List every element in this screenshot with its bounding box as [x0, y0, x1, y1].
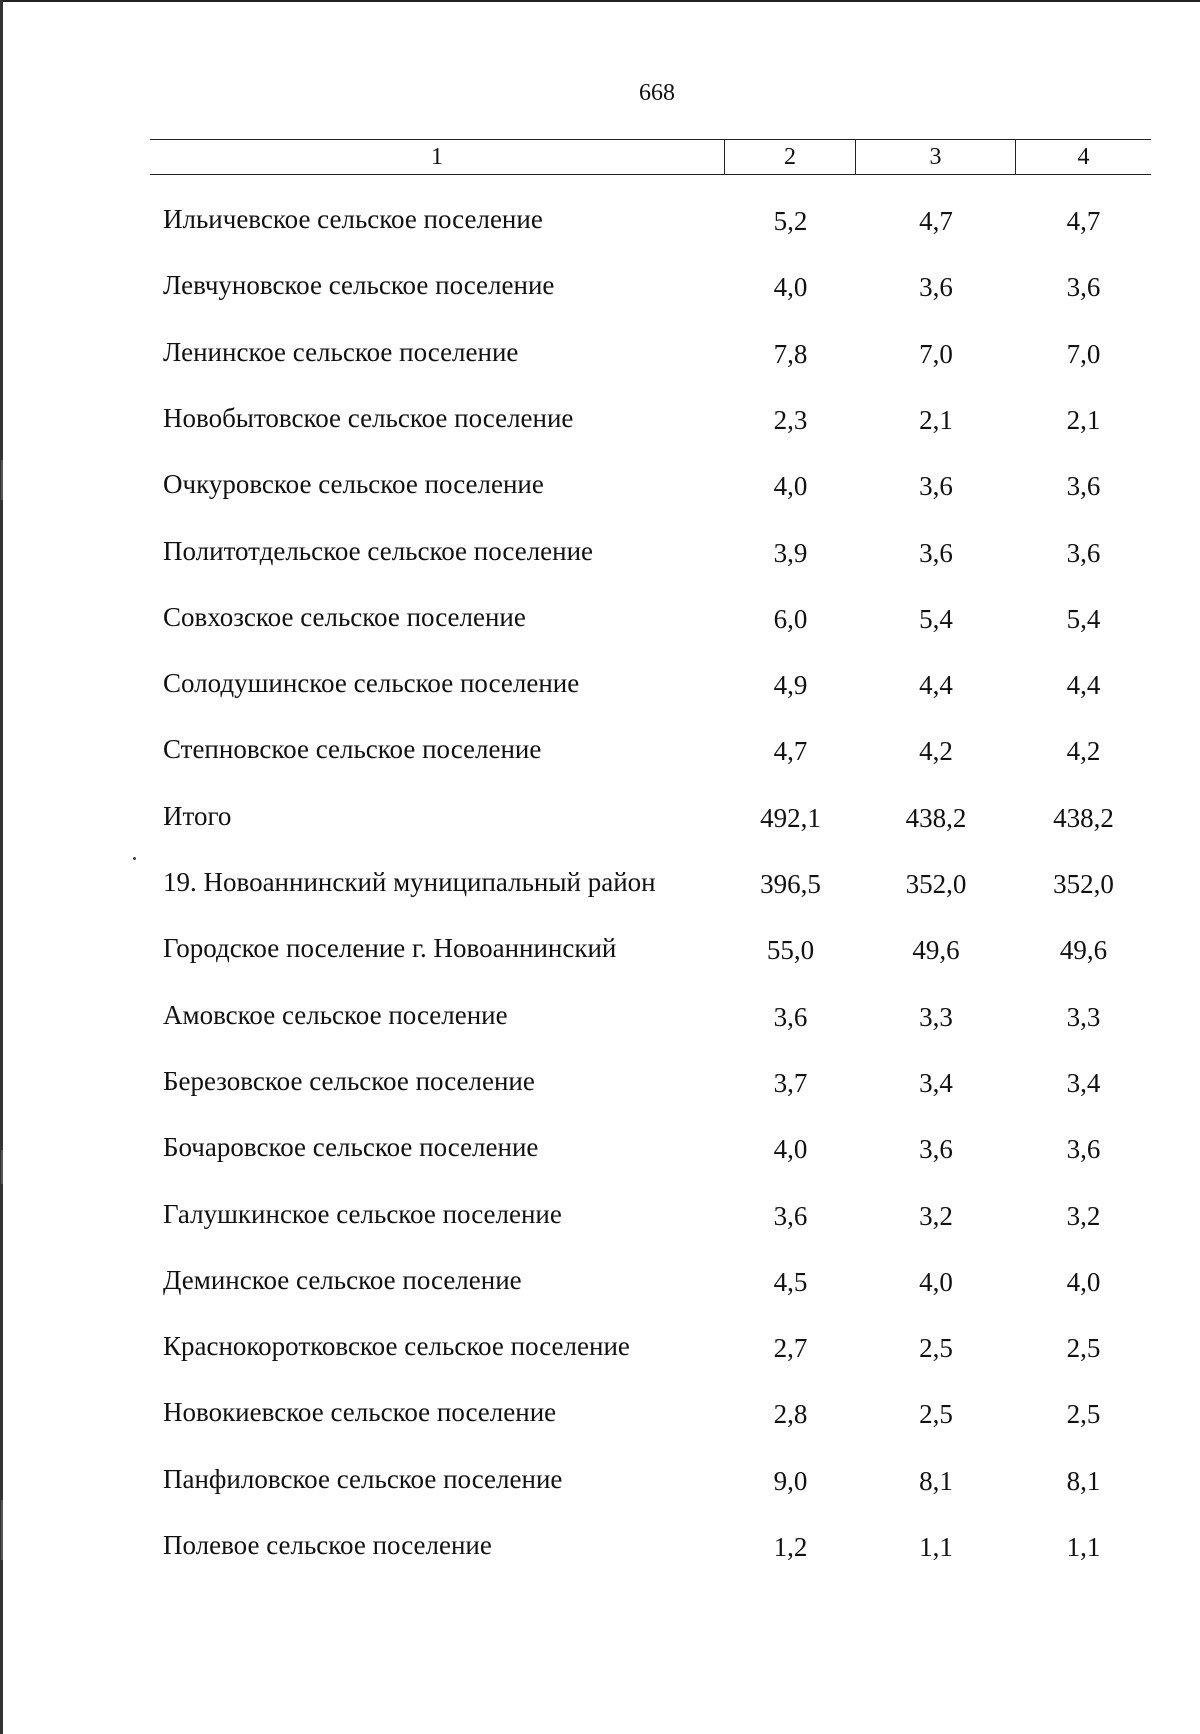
row-name: Новобытовское сельское поселение: [163, 403, 574, 433]
table-row: [0, 933, 1200, 999]
table-row: [0, 337, 1200, 403]
row-name: Амовское сельское поселение: [163, 1000, 508, 1030]
row-name: Деминское сельское поселение: [163, 1265, 522, 1295]
row-value-col3: 4,2: [919, 736, 953, 766]
row-value-col2: 2,7: [773, 1333, 808, 1363]
row-value-col4: 352,0: [1053, 869, 1114, 899]
row-value-col4: 4,4: [1066, 670, 1101, 700]
row-value-col2: 2,8: [773, 1399, 808, 1429]
row-value-col2: 7,8: [773, 339, 808, 369]
row-value-col2: 492,1: [760, 803, 821, 833]
row-value-col3: 3,4: [919, 1068, 953, 1098]
row-value-col3: 3,6: [919, 1134, 953, 1164]
row-value-col2: 3,7: [773, 1068, 808, 1098]
table-row: [0, 536, 1200, 602]
row-value-col3: 5,4: [919, 604, 953, 634]
row-value-col3: 438,2: [905, 803, 967, 833]
row-value-col3: 3,2: [919, 1201, 953, 1231]
table-row: [0, 1132, 1200, 1198]
table-row: [0, 1000, 1200, 1066]
table-row: [0, 1066, 1200, 1132]
row-name: Галушкинское сельское поселение: [163, 1199, 562, 1229]
row-name: Очкуровское сельское поселение: [163, 469, 544, 499]
row-value-col4: 3,6: [1066, 471, 1101, 501]
row-value-col3: 3,6: [919, 538, 953, 568]
row-value-col4: 4,0: [1066, 1267, 1101, 1297]
table-row: [0, 204, 1200, 270]
row-value-col4: 438,2: [1053, 803, 1114, 833]
row-value-col3: 3,6: [919, 471, 953, 501]
row-value-col4: 1,1: [1066, 1532, 1101, 1562]
table-row: [0, 403, 1200, 469]
row-name: 19. Новоаннинский муниципальный район: [163, 867, 656, 897]
row-value-col2: 3,9: [773, 538, 808, 568]
row-value-col2: 4,9: [773, 670, 808, 700]
table-row: [0, 602, 1200, 668]
row-value-col2: 5,2: [773, 206, 808, 236]
table-row: [0, 734, 1200, 800]
table-row: [0, 1265, 1200, 1331]
row-value-col4: 3,4: [1066, 1068, 1101, 1098]
row-name: Степновское сельское поселение: [163, 734, 542, 764]
row-value-col2: 4,7: [773, 736, 808, 766]
row-value-col4: 3,6: [1066, 538, 1101, 568]
row-value-col3: 1,1: [919, 1532, 953, 1562]
table-row: [0, 1530, 1200, 1596]
row-value-col2: 4,5: [773, 1267, 808, 1297]
table-row: [0, 801, 1200, 867]
row-value-col4: 3,3: [1066, 1002, 1101, 1032]
row-value-col3: 8,1: [919, 1466, 953, 1496]
row-name: Солодушинское сельское поселение: [163, 668, 580, 698]
table-row: [0, 1331, 1200, 1397]
row-name: Новокиевское сельское поселение: [163, 1397, 557, 1427]
row-value-col2: 9,0: [773, 1466, 808, 1496]
row-value-col4: 8,1: [1066, 1466, 1101, 1496]
row-name: Левчуновское сельское поселение: [163, 270, 555, 300]
row-value-col3: 3,6: [919, 272, 953, 302]
column-header-4: 4: [1077, 144, 1090, 170]
table-row: [0, 867, 1200, 933]
row-value-col2: 4,0: [773, 272, 808, 302]
table-row: [0, 270, 1200, 336]
table-header: [150, 139, 1151, 175]
row-value-col4: 3,6: [1066, 272, 1101, 302]
row-name: Итого: [163, 801, 232, 831]
row-value-col3: 2,5: [919, 1399, 953, 1429]
row-name: Полевое сельское поселение: [163, 1530, 492, 1560]
row-value-col2: 55,0: [766, 935, 815, 965]
row-value-col3: 352,0: [905, 869, 967, 899]
row-value-col3: 7,0: [919, 339, 953, 369]
row-name: Ильичевское сельское поселение: [163, 204, 543, 234]
row-value-col2: 4,0: [773, 1134, 808, 1164]
row-name: Краснокоротковское сельское поселение: [163, 1331, 630, 1361]
row-value-col4: 7,0: [1066, 339, 1101, 369]
table-row: [0, 1199, 1200, 1265]
row-name: Березовское сельское поселение: [163, 1066, 535, 1096]
row-value-col2: 2,3: [773, 405, 808, 435]
row-value-col3: 3,3: [919, 1002, 953, 1032]
row-value-col2: 1,2: [773, 1532, 808, 1562]
row-value-col3: 49,6: [912, 935, 960, 965]
row-name: Панфиловское сельское поселение: [163, 1464, 563, 1494]
row-value-col4: 2,1: [1066, 405, 1101, 435]
row-value-col4: 3,6: [1066, 1134, 1101, 1164]
scan-border-top: [0, 0, 1200, 2]
row-name: Ленинское сельское поселение: [163, 337, 519, 367]
row-value-col2: 3,6: [773, 1201, 808, 1231]
row-name: Совхозское сельское поселение: [163, 602, 526, 632]
page-number: 668: [639, 80, 675, 106]
column-header-1: 1: [150, 140, 725, 174]
column-header-3: 3: [856, 140, 1016, 174]
row-value-col4: 3,2: [1066, 1201, 1101, 1231]
table-row: [0, 1464, 1200, 1530]
row-value-col2: 6,0: [773, 604, 808, 634]
table-row: [0, 668, 1200, 734]
row-value-col3: 2,1: [919, 405, 953, 435]
row-value-col3: 4,0: [919, 1267, 953, 1297]
row-value-col2: 4,0: [773, 471, 808, 501]
row-value-col4: 4,2: [1066, 736, 1101, 766]
row-value-col4: 49,6: [1059, 935, 1108, 965]
row-value-col2: 3,6: [773, 1002, 808, 1032]
row-value-col3: 4,7: [919, 206, 953, 236]
column-header-2: 2: [725, 140, 856, 174]
row-value-col4: 2,5: [1066, 1399, 1101, 1429]
row-value-col4: 4,7: [1066, 206, 1101, 236]
row-value-col3: 4,4: [919, 670, 953, 700]
row-value-col2: 396,5: [760, 869, 821, 899]
row-value-col4: 5,4: [1066, 604, 1101, 634]
row-value-col4: 2,5: [1066, 1333, 1101, 1363]
table-row: [0, 469, 1200, 535]
row-name: Бочаровское сельское поселение: [163, 1132, 539, 1162]
table-row: [0, 1397, 1200, 1463]
row-name: Политотдельское сельское поселение: [163, 536, 594, 566]
row-value-col3: 2,5: [919, 1333, 953, 1363]
row-name: Городское поселение г. Новоаннинский: [163, 933, 617, 963]
